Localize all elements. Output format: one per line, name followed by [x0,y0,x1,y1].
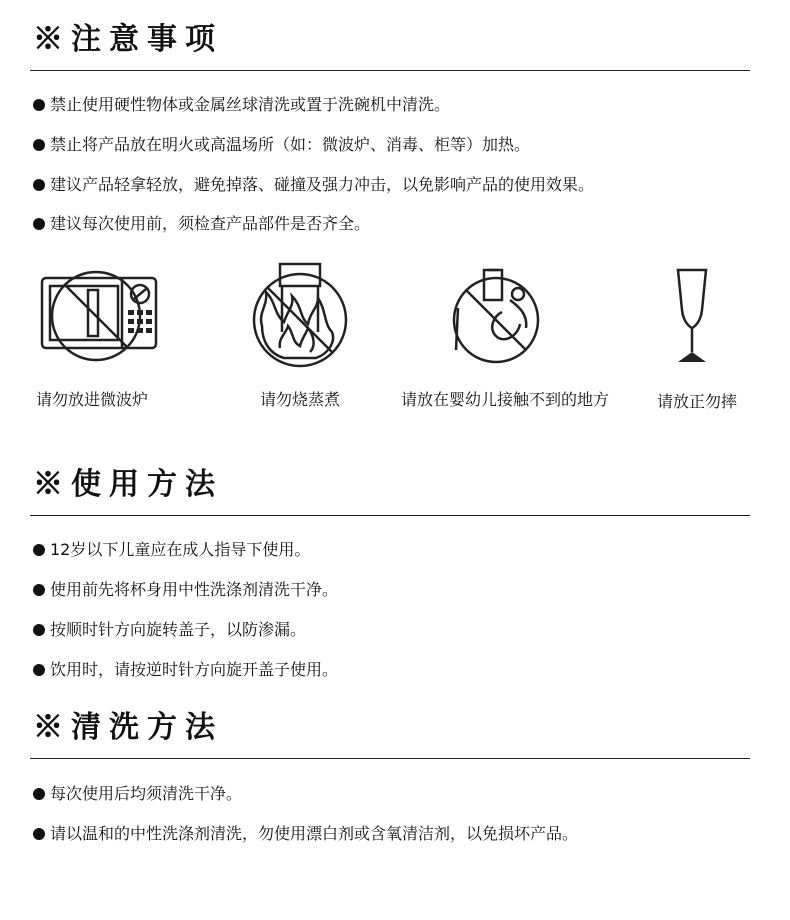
bullet-dot-icon [33,624,45,636]
notice-divider [30,70,750,71]
notice-item: 建议每次使用前，须检查产品部件是否齐全。 [33,213,370,235]
bullet-dot-icon [33,179,45,191]
keep-away-from-children-icon [448,264,544,368]
usage-item: 按顺时针方向旋转盖子，以防渗漏。 [33,619,306,641]
cleaning-title: ※清洗方法 [33,710,223,745]
bullet-dot-icon [33,99,45,111]
usage-item: 12岁以下儿童应在成人指导下使用。 [33,539,310,561]
icon-caption-no-microwave: 请勿放进微波炉 [36,390,149,409]
cleaning-item: 请以温和的中性洗涤剂清洗，勿使用漂白剂或含氧清洁剂，以免损坏产品。 [33,823,578,845]
cleaning-divider [30,758,750,759]
icon-caption-no-boiling: 请勿烧蒸煮 [259,390,340,409]
bullet-dot-icon [33,788,45,800]
fragile-glass-icon [674,268,710,366]
usage-title: ※使用方法 [33,467,223,502]
bullet-dot-icon [33,544,45,556]
bullet-dot-icon [33,664,45,676]
notice-item: 禁止使用硬性物体或金属丝球清洗或置于洗碗机中清洗。 [33,94,450,116]
bullet-dot-icon [33,218,45,230]
bullet-dot-icon [33,828,45,840]
usage-item: 饮用时，请按逆时针方向旋开盖子使用。 [33,659,338,681]
no-microwave-icon [38,266,160,366]
no-boiling-icon [244,262,356,370]
usage-item: 使用前先将杯身用中性洗涤剂清洗干净。 [33,579,338,601]
cleaning-item: 每次使用后均须清洗干净。 [33,783,242,805]
icon-caption-fragile-glass: 请放正勿摔 [656,392,737,411]
usage-divider [30,515,750,516]
bullet-dot-icon [33,139,45,151]
bullet-dot-icon [33,584,45,596]
notice-item: 建议产品轻拿轻放，避免掉落、碰撞及强力冲击，以免影响产品的使用效果。 [33,174,594,196]
icon-caption-keep-away-from-children: 请放在婴幼儿接触不到的地方 [400,390,609,409]
notice-item: 禁止将产品放在明火或高温场所（如：微波炉、消毒、柜等）加热。 [33,134,530,156]
notice-title: ※注意事项 [33,22,223,57]
